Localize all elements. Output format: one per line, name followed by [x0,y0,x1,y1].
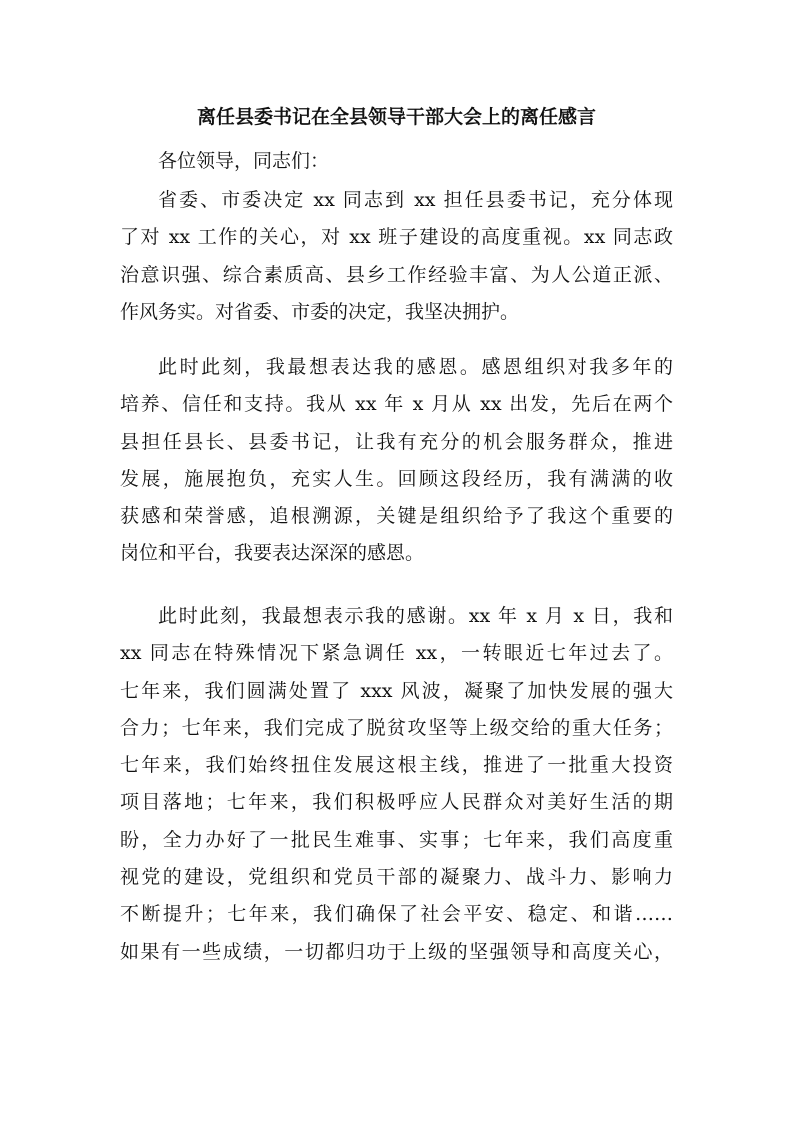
paragraph-line: 合力；七年来，我们完成了脱贫攻坚等上级交给的重大任务； [120,716,673,739]
paragraph-thanks [120,598,673,971]
paragraph-line: 七年来，我们始终扭住发展这根主线，推进了一批重大投资 [120,754,673,777]
paragraph-line: 培养、信任和支持。我从 xx 年 x 月从 xx 出发，先后在两个 [120,393,673,416]
paragraph-line: 此时此刻，我最想表示我的感谢。xx 年 x 月 x 日，我和 [158,605,673,627]
paragraph-line: 省委、市委决定 xx 同志到 xx 担任县委书记，充分体现 [158,189,673,211]
paragraph-line: 治意识强、综合素质高、县乡工作经验丰富、为人公道正派、 [120,263,673,286]
paragraph-line: 视党的建设，党组织和党员干部的凝聚力、战斗力、影响力 [120,866,673,889]
document-title: 离任县委书记在全县领导干部大会上的离任感言 [196,106,596,128]
paragraph-line: 如果有一些成绩，一切都归功于上级的坚强领导和高度关心， [120,940,673,963]
paragraph-line: 作风务实。对省委、市委的决定，我坚决拥护。 [120,300,520,323]
greeting-line: 各位领导，同志们： [158,150,330,172]
paragraph-line: 此时此刻，我最想表达我的感恩。感恩组织对我多年的 [158,356,673,378]
paragraph-line: 获感和荣誉感，追根溯源，关键是组织给予了我这个重要的 [120,505,673,528]
paragraph-line: 项目落地；七年来，我们积极呼应人民群众对美好生活的期 [120,791,673,814]
paragraph-line: 不断提升；七年来，我们确保了社会平安、稳定、和谐…… [120,903,673,926]
paragraph-line: 岗位和平台，我要表达深深的感恩。 [120,542,425,565]
paragraph-line: 发展，施展抱负，充实人生。回顾这段经历，我有满满的收 [120,467,673,490]
paragraph-decision [120,182,673,331]
paragraph-gratitude [120,349,673,573]
paragraph-line: 盼，全力办好了一批民生难事、实事；七年来，我们高度重 [120,828,673,851]
paragraph-line: 七年来，我们圆满处置了 xxx 风波，凝聚了加快发展的强大 [120,679,673,702]
paragraph-line: 了对 xx 工作的关心，对 xx 班子建设的高度重视。xx 同志政 [120,226,673,249]
paragraph-line: xx 同志在特殊情况下紧急调任 xx，一转眼近七年过去了。 [120,642,673,665]
greeting-paragraph [120,143,673,180]
paragraph-line: 县担任县长、县委书记，让我有充分的机会服务群众，推进 [120,430,673,453]
